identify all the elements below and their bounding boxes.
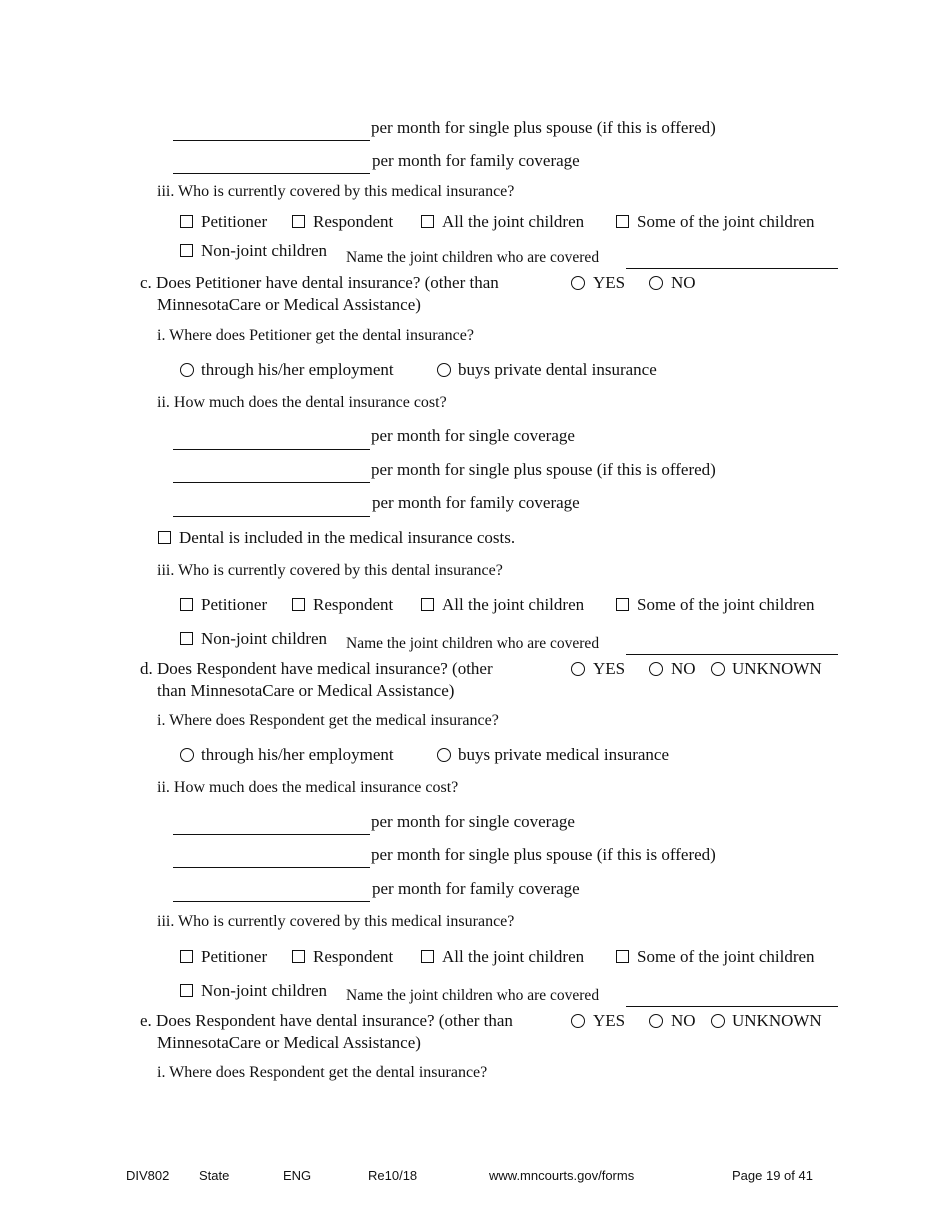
c-cost-spouse-label: per month for single plus spouse (if this is offered) — [371, 460, 716, 479]
d-all-joint-children-checkbox[interactable] — [421, 950, 434, 963]
question-c-i: i. Where does Petitioner get the dental insurance? — [157, 327, 474, 344]
d-cost-single-field[interactable] — [173, 834, 370, 835]
d-private-medical-label: buys private medical insurance — [458, 745, 670, 764]
d-employment-radio[interactable] — [180, 748, 194, 762]
c-cost-single-field[interactable] — [173, 449, 370, 450]
footer-language: ENG — [283, 1168, 312, 1183]
non-joint-children-label: Non-joint children — [201, 241, 328, 260]
question-who-medical: iii. Who is currently covered by this medical insurance? — [157, 183, 515, 200]
d-petitioner-label: Petitioner — [201, 947, 268, 966]
footer-url[interactable]: www.mncourts.gov/forms — [489, 1168, 635, 1183]
question-d-line2: than MinnesotaCare or Medical Assistance) — [157, 681, 455, 700]
footer-page-number: Page 19 of 41 — [732, 1168, 813, 1183]
c-cost-spouse-field[interactable] — [173, 482, 370, 483]
e-no-label: NO — [671, 1011, 696, 1030]
d-no-radio[interactable] — [649, 662, 663, 676]
question-c-line2: MinnesotaCare or Medical Assistance) — [157, 295, 421, 314]
all-joint-children-checkbox[interactable] — [421, 215, 434, 228]
d-all-joint-children-label: All the joint children — [442, 947, 585, 966]
c-some-joint-children-label: Some of the joint children — [637, 595, 815, 614]
cost-spouse-field[interactable] — [173, 140, 370, 141]
c-cost-family-label: per month for family coverage — [372, 493, 580, 512]
c-yes-label: YES — [593, 273, 626, 292]
c-petitioner-label: Petitioner — [201, 595, 268, 614]
footer-revision: Re10/18 — [368, 1168, 418, 1183]
d-private-medical-radio[interactable] — [437, 748, 451, 762]
d-yes-radio[interactable] — [571, 662, 585, 676]
c-employment-radio[interactable] — [180, 363, 194, 377]
c-yes-radio[interactable] — [571, 276, 585, 290]
c-no-label: NO — [671, 273, 696, 292]
c-cost-single-label: per month for single coverage — [371, 426, 575, 445]
c-some-joint-children-checkbox[interactable] — [616, 598, 629, 611]
d-name-children-field[interactable] — [626, 1006, 838, 1007]
dental-included-checkbox[interactable] — [158, 531, 171, 544]
footer-form-id: DIV802 — [126, 1168, 170, 1183]
d-unknown-radio[interactable] — [711, 662, 725, 676]
respondent-checkbox[interactable] — [292, 215, 305, 228]
d-cost-family-label: per month for family coverage — [372, 879, 580, 898]
question-c-ii: ii. How much does the dental insurance cost? — [157, 394, 447, 411]
non-joint-children-checkbox[interactable] — [180, 244, 193, 257]
question-e-line2: MinnesotaCare or Medical Assistance) — [157, 1033, 421, 1052]
c-all-joint-children-label: All the joint children — [442, 595, 585, 614]
question-d-ii: ii. How much does the medical insurance cost? — [157, 779, 459, 796]
d-yes-label: YES — [593, 659, 626, 678]
d-respondent-label: Respondent — [313, 947, 394, 966]
question-e-line1: e. Does Respondent have dental insurance? (other than — [140, 1011, 513, 1030]
c-cost-family-field[interactable] — [173, 516, 370, 517]
e-yes-radio[interactable] — [571, 1014, 585, 1028]
dental-included-label: Dental is included in the medical insurance costs. — [179, 528, 516, 547]
cost-family-field[interactable] — [173, 173, 370, 174]
question-d-who-medical: iii. Who is currently covered by this medical insurance? — [157, 913, 515, 930]
petitioner-label: Petitioner — [201, 212, 268, 231]
d-cost-single-label: per month for single coverage — [371, 812, 575, 831]
c-non-joint-children-checkbox[interactable] — [180, 632, 193, 645]
name-children-field[interactable] — [626, 268, 838, 269]
c-non-joint-children-label: Non-joint children — [201, 629, 328, 648]
c-respondent-label: Respondent — [313, 595, 394, 614]
e-yes-label: YES — [593, 1011, 626, 1030]
question-d-i: i. Where does Respondent get the medical insurance? — [157, 712, 499, 729]
c-private-dental-radio[interactable] — [437, 363, 451, 377]
d-unknown-label: UNKNOWN — [732, 659, 822, 678]
d-non-joint-children-label: Non-joint children — [201, 981, 328, 1000]
respondent-label: Respondent — [313, 212, 394, 231]
cost-spouse-label: per month for single plus spouse (if this is offered) — [371, 118, 716, 137]
c-all-joint-children-checkbox[interactable] — [421, 598, 434, 611]
all-joint-children-label: All the joint children — [442, 212, 585, 231]
some-joint-children-label: Some of the joint children — [637, 212, 815, 231]
c-name-children-label: Name the joint children who are covered — [346, 635, 600, 652]
question-e-i: i. Where does Respondent get the dental insurance? — [157, 1064, 488, 1081]
d-some-joint-children-checkbox[interactable] — [616, 950, 629, 963]
e-no-radio[interactable] — [649, 1014, 663, 1028]
d-employment-label: through his/her employment — [201, 745, 394, 764]
some-joint-children-checkbox[interactable] — [616, 215, 629, 228]
footer-state: State — [199, 1168, 230, 1183]
d-petitioner-checkbox[interactable] — [180, 950, 193, 963]
c-private-dental-label: buys private dental insurance — [458, 360, 657, 379]
c-no-radio[interactable] — [649, 276, 663, 290]
question-c-line1: c. Does Petitioner have dental insurance? (other than — [140, 273, 499, 292]
d-non-joint-children-checkbox[interactable] — [180, 984, 193, 997]
name-children-label: Name the joint children who are covered — [346, 249, 600, 266]
d-cost-family-field[interactable] — [173, 901, 370, 902]
d-name-children-label: Name the joint children who are covered — [346, 987, 600, 1004]
question-d-line1: d. Does Respondent have medical insurance? (other — [140, 659, 493, 678]
c-petitioner-checkbox[interactable] — [180, 598, 193, 611]
d-respondent-checkbox[interactable] — [292, 950, 305, 963]
e-unknown-label: UNKNOWN — [732, 1011, 822, 1030]
d-cost-spouse-field[interactable] — [173, 867, 370, 868]
c-respondent-checkbox[interactable] — [292, 598, 305, 611]
d-cost-spouse-label: per month for single plus spouse (if this is offered) — [371, 845, 716, 864]
question-who-dental: iii. Who is currently covered by this dental insurance? — [157, 562, 503, 579]
d-no-label: NO — [671, 659, 696, 678]
petitioner-checkbox[interactable] — [180, 215, 193, 228]
d-some-joint-children-label: Some of the joint children — [637, 947, 815, 966]
c-name-children-field[interactable] — [626, 654, 838, 655]
e-unknown-radio[interactable] — [711, 1014, 725, 1028]
c-employment-label: through his/her employment — [201, 360, 394, 379]
cost-family-label: per month for family coverage — [372, 151, 580, 170]
